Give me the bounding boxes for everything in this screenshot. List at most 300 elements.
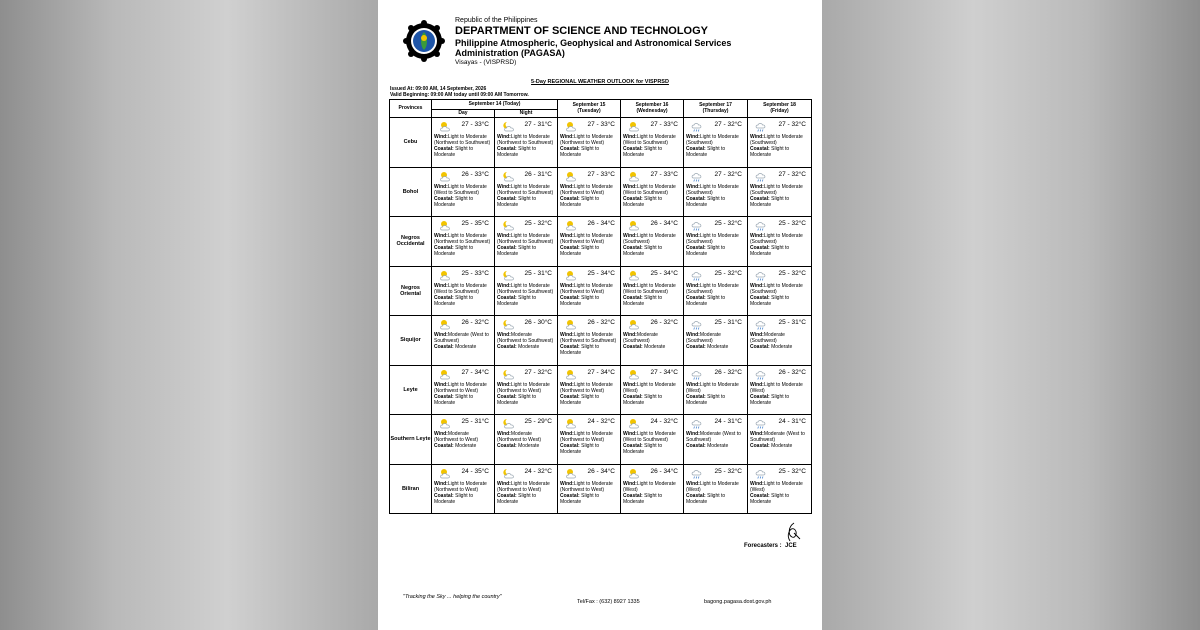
wind-value: Light to Moderate (West to Southwest)	[434, 183, 487, 196]
coastal-value: Moderate	[771, 344, 793, 350]
coastal-value: Slight to Moderate	[686, 245, 726, 257]
wind-value: Light to Moderate (Southwest)	[686, 233, 739, 245]
wind-label: Wind:	[560, 332, 574, 338]
coastal-label: Coastal:	[560, 344, 580, 350]
forecast-description	[434, 233, 492, 257]
coastal-value: Slight to Moderate	[750, 195, 790, 208]
forecast-cell	[621, 118, 684, 168]
wind-label: Wind:	[497, 282, 511, 289]
sun-cloud-icon	[564, 319, 580, 331]
wind-value: Light to Moderate (Northwest to West)	[560, 282, 613, 295]
wind-value: Light to Moderate (West)	[750, 480, 803, 493]
coastal-value: Slight to Moderate	[560, 294, 600, 307]
wind-value: Light to Moderate (West to Southwest)	[434, 282, 487, 295]
agency-name-line1: Philippine Atmospheric, Geophysical and Astronomical Services	[455, 38, 732, 48]
forecast-cell	[495, 217, 558, 267]
wind-label: Wind:	[750, 233, 764, 239]
wind-label: Wind:	[560, 134, 574, 140]
forecast-description	[750, 233, 809, 257]
coastal-label: Coastal:	[750, 245, 770, 251]
department-name: DEPARTMENT OF SCIENCE AND TECHNOLOGY	[455, 25, 709, 37]
coastal-label: Coastal:	[497, 294, 517, 301]
coastal-label: Coastal:	[497, 146, 517, 152]
coastal-label: Coastal:	[686, 294, 706, 301]
wind-label: Wind:	[434, 282, 448, 289]
sun-cloud-icon	[438, 369, 454, 381]
rain-cloud-icon	[690, 369, 706, 381]
temperature-range: 24 - 32°C	[524, 467, 552, 475]
wind-value: Light to Moderate (Southwest)	[686, 282, 739, 295]
rain-cloud-icon	[754, 121, 770, 133]
coastal-value: Slight to Moderate	[623, 195, 663, 208]
coastal-label: Coastal:	[497, 492, 517, 499]
temperature-range: 26 - 32°C	[587, 319, 615, 326]
temperature-range: 25 - 31°C	[714, 319, 742, 326]
temperature-range: 25 - 32°C	[778, 220, 806, 227]
forecast-description	[497, 332, 555, 350]
forecasters-label: Forecasters :	[744, 543, 782, 549]
forecast-description	[686, 283, 745, 307]
wind-label: Wind:	[497, 381, 511, 388]
sun-cloud-icon	[438, 319, 454, 331]
forecast-cell	[748, 266, 812, 316]
sun-cloud-icon	[564, 121, 580, 133]
forecast-cell	[748, 167, 812, 217]
temperature-range: 27 - 32°C	[778, 121, 806, 128]
wind-label: Wind:	[623, 134, 637, 140]
forecast-cell	[621, 365, 684, 415]
forecast-description	[750, 431, 809, 449]
forecast-cell	[558, 118, 621, 168]
forecast-description	[434, 184, 492, 208]
forecast-cell	[748, 464, 812, 514]
wind-label: Wind:	[750, 134, 764, 140]
temperature-range: 25 - 32°C	[778, 467, 806, 475]
wind-value: Light to Moderate (Northwest to Southwest)	[497, 233, 554, 245]
wind-value: Light to Moderate (Southwest)	[686, 183, 739, 196]
forecast-description	[750, 184, 809, 208]
province-row	[390, 316, 812, 366]
background-left	[0, 0, 378, 630]
wind-value: Light to Moderate (Northwest to Southwest)	[497, 134, 554, 146]
temperature-range: 27 - 32°C	[524, 368, 552, 376]
temperature-range: 26 - 32°C	[778, 368, 806, 376]
sun-cloud-icon	[627, 220, 643, 232]
forecast-cell	[558, 167, 621, 217]
coastal-value: Slight to Moderate	[434, 195, 474, 208]
wind-value: Moderate (Southwest)	[750, 332, 785, 344]
forecast-description	[686, 332, 745, 350]
temperature-range: 24 - 32°C	[587, 418, 615, 425]
temperature-range: 26 - 30°C	[524, 319, 552, 326]
moon-cloud-icon	[501, 369, 517, 381]
coastal-value: Slight to Moderate	[750, 492, 790, 505]
moon-cloud-icon	[501, 121, 517, 133]
moon-cloud-icon	[501, 220, 517, 232]
sun-cloud-icon	[438, 468, 454, 480]
temperature-range: 26 - 31°C	[524, 170, 552, 178]
today-day-header: Day	[432, 110, 495, 118]
wind-label: Wind:	[560, 183, 574, 190]
rain-cloud-icon	[690, 319, 706, 331]
wind-label: Wind:	[434, 381, 448, 388]
sun-cloud-icon	[627, 418, 643, 430]
province-name: Bohol	[390, 167, 432, 217]
coastal-value: Moderate	[707, 344, 729, 350]
temperature-range: 27 - 32°C	[778, 170, 806, 178]
coastal-value: Slight to Moderate	[497, 245, 537, 257]
forecast-cell	[432, 415, 495, 465]
forecast-description	[623, 481, 681, 505]
forecast-cell	[432, 365, 495, 415]
forecast-description	[497, 283, 555, 307]
wind-value: Light to Moderate (Northwest to West)	[560, 431, 613, 443]
wind-value: Moderate (West to Southwest)	[434, 332, 489, 344]
coastal-label: Coastal:	[750, 393, 770, 400]
forecast-description	[686, 184, 745, 208]
rain-cloud-icon	[754, 319, 770, 331]
coastal-value: Moderate	[455, 344, 477, 350]
province-row	[390, 365, 812, 415]
sun-cloud-icon	[627, 468, 643, 480]
wind-value: Light to Moderate (Northwest to West)	[434, 480, 487, 493]
coastal-value: Slight to Moderate	[560, 146, 600, 158]
forecast-description	[560, 283, 618, 307]
background-right	[822, 0, 1200, 630]
province-row	[390, 118, 812, 168]
coastal-label: Coastal:	[686, 146, 706, 152]
coastal-label: Coastal:	[497, 195, 517, 202]
sun-cloud-icon	[564, 270, 580, 282]
province-name: Negros Oriental	[390, 266, 432, 316]
coastal-label: Coastal:	[560, 146, 580, 152]
wind-value: Light to Moderate (Northwest to West)	[560, 480, 613, 493]
sun-cloud-icon	[627, 319, 643, 331]
forecast-cell	[558, 464, 621, 514]
coastal-value: Slight to Moderate	[623, 443, 663, 455]
coastal-value: Moderate	[644, 344, 666, 350]
forecast-description	[497, 233, 555, 257]
wind-label: Wind:	[623, 431, 637, 437]
coastal-value: Moderate	[518, 443, 540, 449]
coastal-label: Coastal:	[686, 344, 706, 350]
sun-cloud-icon	[438, 418, 454, 430]
forecast-description	[686, 233, 745, 257]
wind-value: Moderate (West to Southwest)	[686, 431, 741, 443]
wind-label: Wind:	[560, 480, 574, 487]
coastal-label: Coastal:	[686, 443, 706, 449]
wind-label: Wind:	[497, 480, 511, 487]
wind-value: Light to Moderate (Southwest)	[750, 233, 803, 245]
forecast-cell	[432, 118, 495, 168]
rain-cloud-icon	[690, 121, 706, 133]
wind-label: Wind:	[560, 282, 574, 289]
forecast-description	[497, 431, 555, 449]
wind-label: Wind:	[497, 233, 511, 239]
coastal-label: Coastal:	[434, 492, 454, 499]
wind-label: Wind:	[560, 381, 574, 388]
temperature-range: 26 - 34°C	[587, 220, 615, 227]
forecast-description	[434, 283, 492, 307]
forecast-cell	[684, 118, 748, 168]
coastal-value: Moderate	[518, 344, 540, 350]
issued-text: Issued At: 09:00 AM, 14 September, 2026	[390, 86, 487, 92]
coastal-value: Slight to Moderate	[560, 245, 600, 257]
coastal-value: Slight to Moderate	[497, 492, 537, 505]
wind-label: Wind:	[623, 233, 637, 239]
forecast-description	[560, 184, 618, 208]
forecast-description	[623, 233, 681, 257]
wind-value: Light to Moderate (Northwest to West)	[434, 381, 487, 394]
coastal-label: Coastal:	[686, 492, 706, 499]
rain-cloud-icon	[690, 418, 706, 430]
forecast-description	[750, 481, 809, 505]
wind-value: Light to Moderate (Northwest to Southwest)	[497, 282, 554, 295]
agency-name-line2: Administration (PAGASA)	[455, 48, 565, 58]
moon-cloud-icon	[501, 468, 517, 480]
sun-cloud-icon	[627, 171, 643, 183]
coastal-label: Coastal:	[750, 195, 770, 202]
wind-label: Wind:	[560, 233, 574, 239]
wind-value: Light to Moderate (West)	[623, 381, 676, 394]
temperature-range: 25 - 33°C	[461, 269, 489, 277]
province-name: Leyte	[390, 365, 432, 415]
wind-value: Light to Moderate (West to Southwest)	[623, 282, 676, 295]
coastal-label: Coastal:	[497, 393, 517, 400]
wind-label: Wind:	[686, 332, 700, 338]
sun-cloud-icon	[564, 171, 580, 183]
moon-cloud-icon	[501, 171, 517, 183]
forecast-description	[623, 332, 681, 350]
wind-label: Wind:	[686, 282, 700, 289]
wind-value: Light to Moderate (West to Southwest)	[623, 183, 676, 196]
coastal-value: Slight to Moderate	[497, 195, 537, 208]
wind-value: Light to Moderate (West to Southwest)	[623, 134, 676, 146]
temperature-range: 25 - 34°C	[650, 269, 678, 277]
wind-value: Light to Moderate (West to Southwest)	[623, 431, 676, 443]
day-header: September 17 (Thursday)	[684, 100, 748, 118]
wind-value: Light to Moderate (Northwest to West)	[560, 134, 613, 146]
wind-label: Wind:	[497, 431, 511, 437]
temperature-range: 27 - 34°C	[650, 368, 678, 376]
coastal-value: Slight to Moderate	[497, 393, 537, 406]
wind-label: Wind:	[750, 381, 764, 388]
forecast-description	[434, 481, 492, 505]
wind-label: Wind:	[434, 134, 448, 140]
forecast-description	[497, 134, 555, 158]
coastal-value: Slight to Moderate	[497, 146, 537, 158]
coastal-label: Coastal:	[560, 443, 580, 449]
province-name: Southern Leyte	[390, 415, 432, 465]
coastal-label: Coastal:	[497, 443, 517, 449]
wind-label: Wind:	[686, 134, 700, 140]
wind-label: Wind:	[750, 480, 764, 487]
forecast-cell	[684, 167, 748, 217]
forecast-description	[560, 431, 618, 455]
wind-value: Light to Moderate (West)	[686, 480, 739, 493]
forecast-cell	[558, 316, 621, 366]
coastal-value: Slight to Moderate	[497, 294, 537, 307]
temperature-range: 25 - 31°C	[778, 319, 806, 326]
forecast-cell	[432, 217, 495, 267]
wind-value: Light to Moderate (Northwest to West)	[560, 183, 613, 196]
coastal-label: Coastal:	[750, 294, 770, 301]
temperature-range: 25 - 32°C	[778, 269, 806, 277]
temperature-range: 27 - 34°C	[461, 368, 489, 376]
forecast-cell	[495, 167, 558, 217]
forecast-cell	[621, 464, 684, 514]
temperature-range: 26 - 32°C	[461, 319, 489, 326]
temperature-range: 26 - 33°C	[461, 170, 489, 178]
wind-label: Wind:	[434, 480, 448, 487]
document-title: 5-Day REGIONAL WEATHER OUTLOOK for VISPRSD	[531, 79, 669, 85]
moon-cloud-icon	[501, 418, 517, 430]
wind-label: Wind:	[623, 282, 637, 289]
coastal-value: Slight to Moderate	[686, 492, 726, 505]
coastal-label: Coastal:	[560, 195, 580, 202]
forecast-description	[686, 431, 745, 449]
coastal-label: Coastal:	[750, 443, 770, 449]
forecast-description	[560, 382, 618, 406]
forecast-description	[686, 481, 745, 505]
forecast-description	[750, 134, 809, 158]
coastal-label: Coastal:	[623, 393, 643, 400]
coastal-label: Coastal:	[497, 245, 517, 251]
forecast-cell	[495, 365, 558, 415]
coastal-label: Coastal:	[623, 146, 643, 152]
sun-cloud-icon	[438, 171, 454, 183]
today-night-header: Night	[495, 110, 558, 118]
coastal-value: Moderate	[455, 443, 477, 449]
forecast-description	[623, 382, 681, 406]
wind-label: Wind:	[434, 183, 448, 190]
temperature-range: 25 - 32°C	[524, 220, 552, 227]
sun-cloud-icon	[564, 468, 580, 480]
rain-cloud-icon	[754, 220, 770, 232]
coastal-value: Slight to Moderate	[434, 294, 474, 307]
forecast-cell	[684, 316, 748, 366]
forecast-cell	[684, 365, 748, 415]
coastal-label: Coastal:	[434, 443, 454, 449]
temperature-range: 24 - 35°C	[461, 467, 489, 475]
wind-label: Wind:	[434, 431, 448, 437]
day-header: September 18 (Friday)	[748, 100, 812, 118]
wind-value: Light to Moderate (Northwest to Southwest)	[560, 332, 617, 344]
temperature-range: 25 - 35°C	[461, 220, 489, 227]
wind-label: Wind:	[560, 431, 574, 437]
forecast-description	[434, 431, 492, 449]
temperature-range: 27 - 33°C	[650, 121, 678, 128]
rain-cloud-icon	[690, 270, 706, 282]
wind-value: Light to Moderate (West)	[686, 381, 739, 394]
wind-value: Light to Moderate (Northwest to West)	[560, 233, 613, 245]
sun-cloud-icon	[564, 369, 580, 381]
forecast-description	[497, 382, 555, 406]
wind-label: Wind:	[686, 431, 700, 437]
forecast-cell	[748, 118, 812, 168]
temperature-range: 24 - 31°C	[714, 418, 742, 425]
coastal-value: Slight to Moderate	[560, 443, 600, 455]
forecast-description	[497, 481, 555, 505]
rain-cloud-icon	[690, 220, 706, 232]
forecast-description	[497, 184, 555, 208]
forecast-description	[686, 134, 745, 158]
coastal-label: Coastal:	[623, 195, 643, 202]
forecast-cell	[684, 266, 748, 316]
coastal-label: Coastal:	[434, 294, 454, 301]
coastal-label: Coastal:	[434, 195, 454, 202]
wind-value: Moderate (Northwest to West)	[434, 431, 479, 443]
province-row	[390, 217, 812, 267]
coastal-label: Coastal:	[434, 245, 454, 251]
forecast-description	[560, 134, 618, 158]
forecast-cell	[558, 415, 621, 465]
wind-label: Wind:	[686, 480, 700, 487]
forecast-cell	[621, 415, 684, 465]
sun-cloud-icon	[627, 369, 643, 381]
wind-label: Wind:	[623, 332, 637, 338]
coastal-value: Slight to Moderate	[560, 344, 600, 356]
today-header: September 14 (Today)	[432, 100, 558, 110]
forecast-cell	[495, 266, 558, 316]
forecast-cell	[432, 266, 495, 316]
coastal-value: Slight to Moderate	[560, 195, 600, 208]
coastal-value: Slight to Moderate	[750, 146, 790, 158]
temperature-range: 25 - 32°C	[714, 220, 742, 227]
forecast-description	[434, 134, 492, 158]
forecast-description	[434, 382, 492, 406]
temperature-range: 26 - 34°C	[650, 220, 678, 227]
forecast-description	[623, 184, 681, 208]
forecast-cell	[684, 217, 748, 267]
forecast-table	[389, 99, 812, 514]
wind-value: Light to Moderate (Northwest to West)	[497, 381, 550, 394]
coastal-label: Coastal:	[560, 393, 580, 400]
rain-cloud-icon	[754, 171, 770, 183]
coastal-value: Slight to Moderate	[686, 294, 726, 307]
coastal-value: Slight to Moderate	[686, 146, 726, 158]
coastal-label: Coastal:	[497, 344, 517, 350]
wind-label: Wind:	[750, 183, 764, 190]
coastal-value: Slight to Moderate	[750, 245, 790, 257]
temperature-range: 24 - 31°C	[778, 418, 806, 425]
forecast-cell	[558, 266, 621, 316]
coastal-value: Slight to Moderate	[434, 245, 474, 257]
coastal-label: Coastal:	[750, 492, 770, 499]
coastal-value: Slight to Moderate	[623, 492, 663, 505]
temperature-range: 25 - 34°C	[587, 269, 615, 277]
day-header: September 15 (Tuesday)	[558, 100, 621, 118]
coastal-label: Coastal:	[623, 443, 643, 449]
wind-label: Wind:	[434, 233, 448, 239]
temperature-range: 27 - 33°C	[461, 121, 489, 128]
valid-text: Valid Beginning: 09:00 AM today until 09:00 AM Tomorrow.	[390, 92, 529, 98]
coastal-value: Slight to Moderate	[623, 146, 663, 158]
forecast-cell	[432, 464, 495, 514]
forecast-description	[686, 382, 745, 406]
rain-cloud-icon	[690, 468, 706, 480]
website-link[interactable]: bagong.pagasa.dost.gov.ph	[704, 599, 772, 605]
wind-value: Light to Moderate (Southwest)	[750, 183, 803, 196]
wind-label: Wind:	[434, 332, 448, 338]
coastal-label: Coastal:	[560, 294, 580, 301]
sun-cloud-icon	[438, 220, 454, 232]
republic-text: Republic of the Philippines	[455, 17, 538, 24]
forecast-cell	[495, 316, 558, 366]
temperature-range: 25 - 32°C	[714, 269, 742, 277]
province-row	[390, 167, 812, 217]
temperature-range: 26 - 32°C	[714, 368, 742, 376]
